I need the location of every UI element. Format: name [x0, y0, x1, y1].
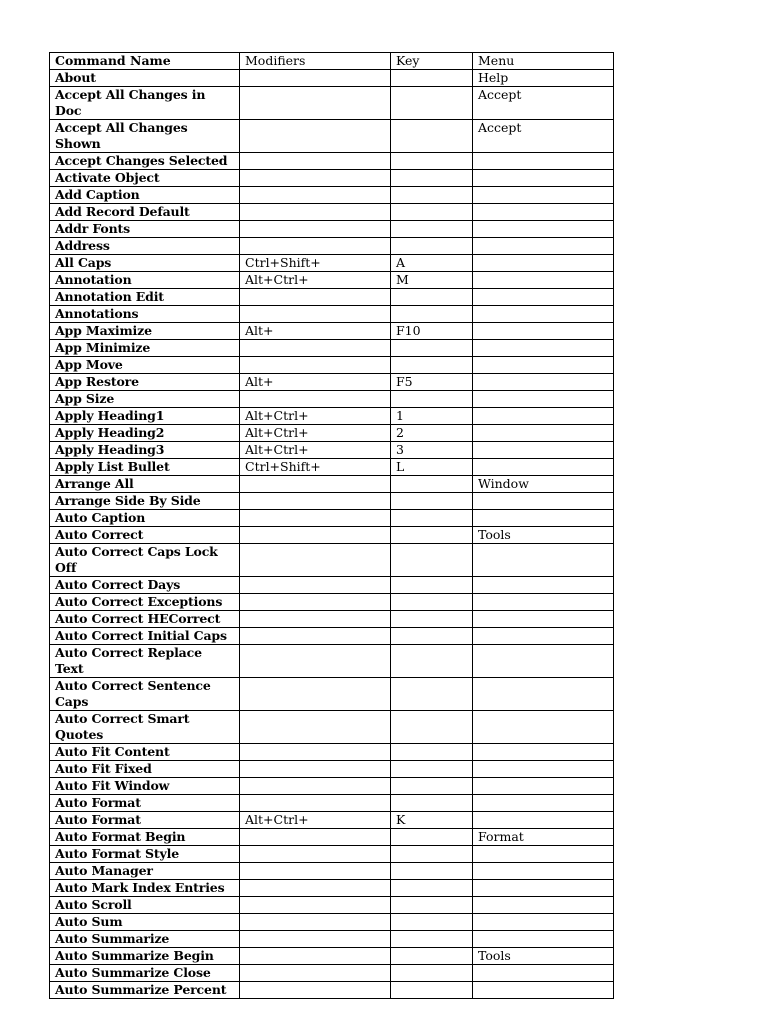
- menu-cell: [473, 289, 614, 306]
- key-cell: [391, 221, 473, 238]
- key-cell: [391, 982, 473, 999]
- command-name-cell: All Caps: [50, 255, 240, 272]
- command-name-cell: Arrange All: [50, 476, 240, 493]
- key-cell: [391, 645, 473, 678]
- key-cell: F5: [391, 374, 473, 391]
- table-row: [50, 812, 614, 829]
- modifiers-cell: [240, 577, 391, 594]
- command-name-cell: Auto Fit Content: [50, 744, 240, 761]
- modifiers-cell: [240, 948, 391, 965]
- key-cell: [391, 628, 473, 645]
- table-row: [50, 221, 614, 238]
- command-name-cell: Auto Format: [50, 795, 240, 812]
- command-name-cell: Auto Format Style: [50, 846, 240, 863]
- modifiers-cell: [240, 204, 391, 221]
- modifiers-cell: [240, 611, 391, 628]
- table-row: [50, 272, 614, 289]
- command-name-cell: Apply Heading1: [50, 408, 240, 425]
- key-cell: [391, 357, 473, 374]
- key-cell: [391, 778, 473, 795]
- menu-cell: [473, 761, 614, 778]
- table-row: [50, 914, 614, 931]
- command-name-cell: Auto Summarize: [50, 931, 240, 948]
- menu-cell: [473, 645, 614, 678]
- modifiers-cell: [240, 863, 391, 880]
- table-row: [50, 628, 614, 645]
- modifiers-cell: [240, 846, 391, 863]
- table-row: [50, 897, 614, 914]
- command-name-cell: Auto Correct HECorrect: [50, 611, 240, 628]
- modifiers-cell: Ctrl+Shift+: [240, 255, 391, 272]
- modifiers-cell: [240, 357, 391, 374]
- menu-cell: [473, 323, 614, 340]
- modifiers-cell: [240, 493, 391, 510]
- menu-cell: [473, 238, 614, 255]
- table-row: [50, 306, 614, 323]
- key-cell: [391, 914, 473, 931]
- table-row: [50, 187, 614, 204]
- command-name-cell: Address: [50, 238, 240, 255]
- command-name-cell: Auto Mark Index Entries: [50, 880, 240, 897]
- menu-cell: Accept: [473, 120, 614, 153]
- menu-cell: [473, 374, 614, 391]
- key-cell: [391, 510, 473, 527]
- menu-cell: Window: [473, 476, 614, 493]
- modifiers-cell: [240, 778, 391, 795]
- key-cell: A: [391, 255, 473, 272]
- menu-cell: [473, 880, 614, 897]
- key-cell: [391, 87, 473, 120]
- key-cell: [391, 594, 473, 611]
- menu-cell: [473, 863, 614, 880]
- menu-cell: [473, 442, 614, 459]
- menu-cell: [473, 204, 614, 221]
- menu-cell: Tools: [473, 948, 614, 965]
- table-row: [50, 711, 614, 744]
- command-name-cell: App Size: [50, 391, 240, 408]
- modifiers-cell: [240, 391, 391, 408]
- menu-cell: Format: [473, 829, 614, 846]
- modifiers-cell: Ctrl+Shift+: [240, 459, 391, 476]
- modifiers-cell: [240, 238, 391, 255]
- table-row: [50, 204, 614, 221]
- key-cell: [391, 897, 473, 914]
- key-cell: [391, 187, 473, 204]
- modifiers-cell: [240, 897, 391, 914]
- command-table: [49, 52, 614, 999]
- table-row: [50, 678, 614, 711]
- table-row: [50, 425, 614, 442]
- key-cell: [391, 544, 473, 577]
- command-name-cell: Auto Caption: [50, 510, 240, 527]
- key-cell: [391, 965, 473, 982]
- modifiers-cell: Alt+Ctrl+: [240, 425, 391, 442]
- modifiers-cell: [240, 70, 391, 87]
- menu-cell: [473, 577, 614, 594]
- modifiers-cell: [240, 829, 391, 846]
- key-cell: [391, 120, 473, 153]
- command-name-cell: Annotation Edit: [50, 289, 240, 306]
- table-row: [50, 289, 614, 306]
- modifiers-cell: [240, 982, 391, 999]
- command-name-cell: Accept All Changes in Doc: [50, 87, 240, 120]
- key-cell: [391, 795, 473, 812]
- menu-cell: [473, 459, 614, 476]
- modifiers-cell: [240, 120, 391, 153]
- table-row: [50, 493, 614, 510]
- menu-cell: [473, 408, 614, 425]
- command-name-cell: Auto Manager: [50, 863, 240, 880]
- table-row: [50, 170, 614, 187]
- menu-cell: [473, 187, 614, 204]
- key-cell: [391, 577, 473, 594]
- table-header-row: [50, 53, 614, 70]
- command-name-cell: Accept Changes Selected: [50, 153, 240, 170]
- table-row: [50, 761, 614, 778]
- key-cell: [391, 611, 473, 628]
- modifiers-cell: Alt+Ctrl+: [240, 442, 391, 459]
- command-name-cell: Auto Correct: [50, 527, 240, 544]
- table-row: [50, 255, 614, 272]
- menu-cell: [473, 493, 614, 510]
- key-cell: [391, 289, 473, 306]
- command-name-cell: App Move: [50, 357, 240, 374]
- table-row: [50, 153, 614, 170]
- key-cell: F10: [391, 323, 473, 340]
- command-name-cell: App Minimize: [50, 340, 240, 357]
- menu-cell: [473, 965, 614, 982]
- table-row: [50, 795, 614, 812]
- modifiers-cell: [240, 306, 391, 323]
- modifiers-cell: [240, 594, 391, 611]
- key-cell: 3: [391, 442, 473, 459]
- key-cell: [391, 863, 473, 880]
- document-page: [49, 52, 614, 999]
- table-row: [50, 70, 614, 87]
- command-name-cell: Annotation: [50, 272, 240, 289]
- key-cell: [391, 829, 473, 846]
- menu-cell: [473, 931, 614, 948]
- key-cell: [391, 761, 473, 778]
- key-cell: [391, 340, 473, 357]
- modifiers-cell: [240, 87, 391, 120]
- table-row: [50, 323, 614, 340]
- table-row: [50, 238, 614, 255]
- menu-cell: [473, 982, 614, 999]
- table-body: [50, 70, 614, 999]
- modifiers-cell: [240, 170, 391, 187]
- menu-cell: Accept: [473, 87, 614, 120]
- menu-cell: [473, 594, 614, 611]
- table-row: [50, 510, 614, 527]
- table-row: [50, 577, 614, 594]
- modifiers-cell: Alt+Ctrl+: [240, 812, 391, 829]
- key-cell: [391, 391, 473, 408]
- menu-cell: [473, 221, 614, 238]
- column-header-key: Key: [391, 53, 473, 70]
- modifiers-cell: Alt+Ctrl+: [240, 272, 391, 289]
- table-row: [50, 744, 614, 761]
- command-name-cell: Apply List Bullet: [50, 459, 240, 476]
- modifiers-cell: [240, 153, 391, 170]
- command-name-cell: Auto Fit Fixed: [50, 761, 240, 778]
- key-cell: [391, 931, 473, 948]
- command-name-cell: Auto Correct Initial Caps: [50, 628, 240, 645]
- table-row: [50, 442, 614, 459]
- key-cell: [391, 678, 473, 711]
- column-header-menu: Menu: [473, 53, 614, 70]
- modifiers-cell: [240, 187, 391, 204]
- key-cell: M: [391, 272, 473, 289]
- menu-cell: [473, 744, 614, 761]
- key-cell: K: [391, 812, 473, 829]
- command-name-cell: Add Caption: [50, 187, 240, 204]
- key-cell: [391, 170, 473, 187]
- table-row: [50, 476, 614, 493]
- table-row: [50, 120, 614, 153]
- menu-cell: [473, 153, 614, 170]
- modifiers-cell: [240, 744, 391, 761]
- table-row: [50, 357, 614, 374]
- menu-cell: [473, 425, 614, 442]
- menu-cell: [473, 778, 614, 795]
- command-name-cell: Auto Correct Caps Lock Off: [50, 544, 240, 577]
- table-row: [50, 87, 614, 120]
- column-header-modifiers: Modifiers: [240, 53, 391, 70]
- modifiers-cell: Alt+: [240, 374, 391, 391]
- table-row: [50, 880, 614, 897]
- table-row: [50, 931, 614, 948]
- key-cell: [391, 476, 473, 493]
- menu-cell: [473, 340, 614, 357]
- key-cell: [391, 880, 473, 897]
- command-name-cell: About: [50, 70, 240, 87]
- command-name-cell: Auto Scroll: [50, 897, 240, 914]
- menu-cell: [473, 510, 614, 527]
- key-cell: [391, 306, 473, 323]
- key-cell: 1: [391, 408, 473, 425]
- command-name-cell: Addr Fonts: [50, 221, 240, 238]
- modifiers-cell: [240, 645, 391, 678]
- menu-cell: [473, 812, 614, 829]
- command-name-cell: Auto Sum: [50, 914, 240, 931]
- menu-cell: [473, 306, 614, 323]
- menu-cell: [473, 628, 614, 645]
- modifiers-cell: [240, 761, 391, 778]
- menu-cell: [473, 711, 614, 744]
- menu-cell: Help: [473, 70, 614, 87]
- modifiers-cell: [240, 965, 391, 982]
- menu-cell: [473, 544, 614, 577]
- key-cell: L: [391, 459, 473, 476]
- command-name-cell: Auto Correct Sentence Caps: [50, 678, 240, 711]
- command-name-cell: Auto Correct Smart Quotes: [50, 711, 240, 744]
- menu-cell: [473, 897, 614, 914]
- key-cell: [391, 846, 473, 863]
- modifiers-cell: [240, 931, 391, 948]
- menu-cell: [473, 795, 614, 812]
- modifiers-cell: Alt+: [240, 323, 391, 340]
- menu-cell: [473, 255, 614, 272]
- menu-cell: [473, 678, 614, 711]
- command-name-cell: Annotations: [50, 306, 240, 323]
- modifiers-cell: [240, 795, 391, 812]
- modifiers-cell: [240, 628, 391, 645]
- command-name-cell: App Maximize: [50, 323, 240, 340]
- modifiers-cell: [240, 527, 391, 544]
- modifiers-cell: [240, 340, 391, 357]
- command-name-cell: Auto Fit Window: [50, 778, 240, 795]
- command-name-cell: Auto Format Begin: [50, 829, 240, 846]
- menu-cell: [473, 611, 614, 628]
- table-row: [50, 594, 614, 611]
- table-row: [50, 527, 614, 544]
- column-header-command-name: Command Name: [50, 53, 240, 70]
- modifiers-cell: [240, 510, 391, 527]
- key-cell: [391, 744, 473, 761]
- table-row: [50, 846, 614, 863]
- table-row: [50, 611, 614, 628]
- modifiers-cell: [240, 880, 391, 897]
- menu-cell: [473, 846, 614, 863]
- table-row: [50, 982, 614, 999]
- menu-cell: [473, 170, 614, 187]
- table-row: [50, 965, 614, 982]
- command-name-cell: Auto Summarize Percent: [50, 982, 240, 999]
- key-cell: [391, 948, 473, 965]
- table-row: [50, 391, 614, 408]
- command-name-cell: Auto Correct Exceptions: [50, 594, 240, 611]
- modifiers-cell: [240, 711, 391, 744]
- menu-cell: [473, 914, 614, 931]
- command-name-cell: Add Record Default: [50, 204, 240, 221]
- key-cell: [391, 70, 473, 87]
- modifiers-cell: Alt+Ctrl+: [240, 408, 391, 425]
- modifiers-cell: [240, 289, 391, 306]
- table-row: [50, 374, 614, 391]
- table-row: [50, 544, 614, 577]
- modifiers-cell: [240, 221, 391, 238]
- command-name-cell: Auto Correct Days: [50, 577, 240, 594]
- table-row: [50, 340, 614, 357]
- modifiers-cell: [240, 476, 391, 493]
- table-row: [50, 829, 614, 846]
- modifiers-cell: [240, 914, 391, 931]
- modifiers-cell: [240, 678, 391, 711]
- key-cell: 2: [391, 425, 473, 442]
- key-cell: [391, 153, 473, 170]
- menu-cell: Tools: [473, 527, 614, 544]
- key-cell: [391, 238, 473, 255]
- menu-cell: [473, 357, 614, 374]
- command-name-cell: Accept All Changes Shown: [50, 120, 240, 153]
- command-name-cell: Auto Correct Replace Text: [50, 645, 240, 678]
- menu-cell: [473, 272, 614, 289]
- modifiers-cell: [240, 544, 391, 577]
- menu-cell: [473, 391, 614, 408]
- key-cell: [391, 711, 473, 744]
- table-row: [50, 459, 614, 476]
- key-cell: [391, 493, 473, 510]
- command-name-cell: Activate Object: [50, 170, 240, 187]
- command-name-cell: Auto Summarize Begin: [50, 948, 240, 965]
- command-name-cell: Auto Summarize Close: [50, 965, 240, 982]
- command-name-cell: Apply Heading2: [50, 425, 240, 442]
- command-name-cell: Auto Format: [50, 812, 240, 829]
- key-cell: [391, 527, 473, 544]
- table-row: [50, 408, 614, 425]
- table-row: [50, 863, 614, 880]
- command-name-cell: Arrange Side By Side: [50, 493, 240, 510]
- command-name-cell: Apply Heading3: [50, 442, 240, 459]
- command-name-cell: App Restore: [50, 374, 240, 391]
- table-row: [50, 778, 614, 795]
- key-cell: [391, 204, 473, 221]
- table-row: [50, 948, 614, 965]
- table-row: [50, 645, 614, 678]
